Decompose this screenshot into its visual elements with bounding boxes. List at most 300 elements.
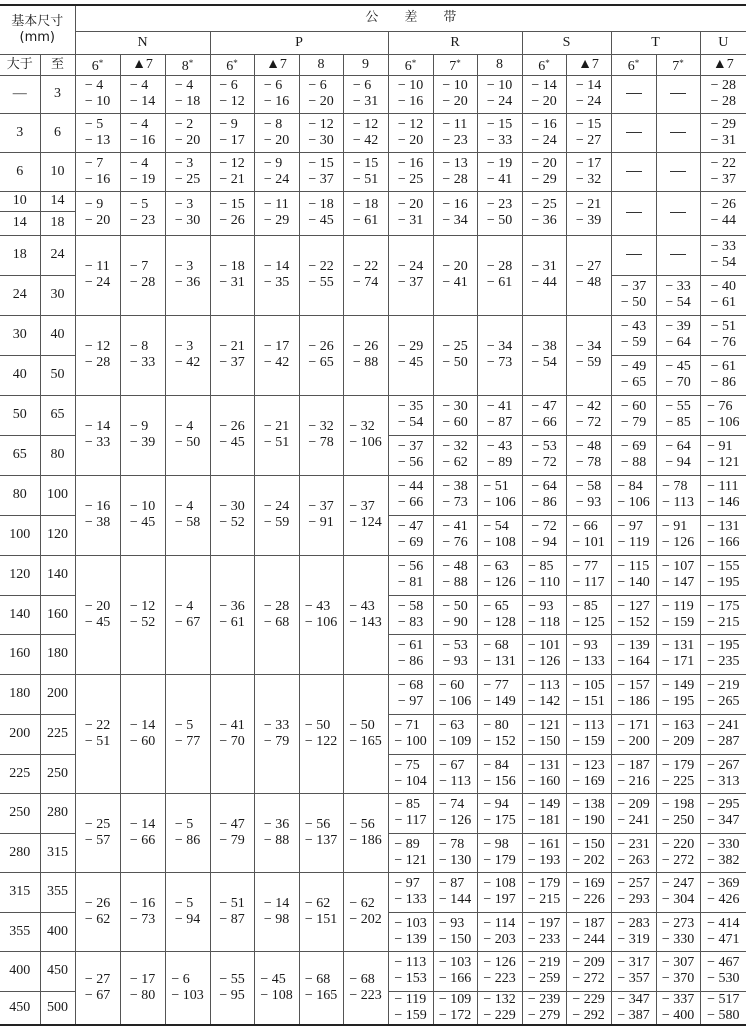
upper-deviation: − 28: [486, 259, 513, 274]
cell-N8: [165, 113, 210, 152]
lower-deviation: − 203: [483, 931, 516, 947]
upper-deviation: − 53: [442, 638, 468, 653]
upper-deviation: − 247: [661, 876, 695, 891]
size-over: 200: [0, 714, 40, 754]
cell-T7: [656, 235, 700, 275]
upper-deviation: − 127: [617, 598, 650, 614]
cell-T7: [656, 275, 700, 315]
lower-deviation: − 98: [263, 911, 290, 927]
cell-T6: [611, 152, 656, 191]
lower-deviation: − 26: [219, 213, 245, 228]
cell-U7: [700, 793, 746, 833]
upper-deviation: − 161: [527, 836, 561, 852]
cell-P8: [299, 872, 343, 951]
upper-deviation: − 175: [707, 598, 740, 614]
upper-deviation: − 12: [352, 116, 379, 132]
upper-deviation: − 34: [575, 339, 602, 354]
cell-S6: [522, 152, 566, 191]
upper-deviation: − 5: [174, 717, 194, 733]
upper-deviation: − 43: [304, 598, 331, 614]
cell-R6: [388, 475, 433, 515]
cell-R8: [477, 113, 522, 152]
group-U: U: [700, 31, 746, 54]
cell-T7: [656, 75, 700, 113]
upper-deviation: − 31: [531, 259, 557, 274]
cell-R6: [388, 191, 433, 235]
cell-P6: [210, 395, 254, 475]
size-over: 100: [0, 515, 40, 555]
lower-deviation: − 37: [710, 171, 737, 187]
upper-deviation: − 61: [710, 359, 737, 374]
lower-deviation: − 139: [394, 931, 427, 947]
upper-deviation: − 47: [531, 399, 557, 414]
lower-deviation: − 73: [442, 495, 468, 510]
upper-deviation: − 4: [84, 78, 104, 93]
upper-deviation: − 25: [531, 197, 557, 212]
cell-T6: [611, 634, 656, 674]
cell-U7: [700, 395, 746, 435]
upper-deviation: − 239: [527, 991, 561, 1007]
cell-N7: [120, 191, 165, 235]
cell-T7: [656, 634, 700, 674]
upper-deviation: − 55: [665, 399, 691, 414]
cell-R6: [388, 754, 433, 793]
cell-S7: [566, 714, 611, 754]
upper-deviation: − 6: [171, 971, 190, 987]
lower-deviation: − 60: [129, 733, 156, 749]
cell-P6: [210, 191, 254, 235]
cell-T7: [656, 754, 700, 793]
upper-deviation: − 12: [84, 339, 111, 354]
cell-P8: [299, 235, 343, 315]
upper-deviation: − 55: [219, 971, 245, 987]
lower-deviation: − 171: [661, 654, 695, 669]
size-upto: 280: [40, 793, 75, 833]
upper-deviation: − 4: [174, 499, 194, 514]
lower-deviation: − 181: [527, 813, 561, 828]
upper-deviation: − 113: [527, 678, 560, 693]
upper-deviation: − 9: [263, 155, 283, 171]
upper-deviation: − 60: [620, 399, 647, 414]
lower-deviation: − 195: [661, 694, 695, 709]
size-upto: 3: [40, 75, 75, 113]
lower-deviation: − 67: [84, 987, 111, 1003]
upper-deviation: − 28: [263, 598, 290, 614]
cell-T6: [611, 833, 656, 872]
lower-deviation: − 131: [483, 654, 516, 669]
lower-deviation: − 190: [572, 813, 605, 828]
lower-deviation: − 140: [617, 575, 650, 590]
cell-P9: [343, 674, 388, 793]
upper-deviation: − 77: [483, 678, 509, 693]
lower-deviation: − 160: [527, 773, 561, 789]
lower-deviation: − 79: [219, 832, 245, 848]
lower-deviation: − 169: [572, 773, 605, 789]
upper-deviation: − 20: [442, 259, 468, 274]
lower-deviation: − 24: [575, 94, 602, 109]
upper-deviation: − 14: [129, 717, 156, 733]
lower-deviation: − 175: [483, 813, 516, 828]
upper-deviation: − 48: [575, 439, 602, 454]
cell-R8: [477, 315, 522, 395]
lower-deviation: − 106: [617, 495, 650, 510]
size-over: 3: [0, 113, 40, 152]
upper-deviation: − 69: [620, 439, 647, 454]
upper-deviation: − 132: [483, 991, 516, 1007]
upper-deviation: − 113: [394, 955, 427, 970]
lower-deviation: − 33: [486, 132, 513, 148]
lower-deviation: − 133: [572, 654, 605, 669]
lower-deviation: − 150: [438, 931, 472, 947]
cell-S6: [522, 634, 566, 674]
lower-deviation: − 93: [442, 654, 468, 669]
cell-T6: [611, 235, 656, 275]
cell-R8: [477, 714, 522, 754]
size-over: 160: [0, 634, 40, 674]
cell-S7: [566, 152, 611, 191]
upper-deviation: − 10: [486, 78, 513, 93]
upper-deviation: − 6: [219, 78, 238, 93]
upper-deviation: − 105: [572, 678, 605, 693]
cell-R8: [477, 833, 522, 872]
cell-P7: [254, 872, 299, 951]
group-N: N: [75, 31, 210, 54]
cell-S6: [522, 991, 566, 1025]
lower-deviation: − 20: [531, 94, 557, 109]
size-upto: 24: [40, 235, 75, 275]
lower-deviation: − 24: [263, 171, 290, 187]
cell-N8: [165, 315, 210, 395]
cell-P9: [343, 315, 388, 395]
lower-deviation: − 61: [486, 275, 513, 290]
cell-N8: [165, 793, 210, 872]
lower-deviation: − 73: [486, 355, 513, 370]
cell-S6: [522, 754, 566, 793]
upper-deviation: − 8: [129, 339, 149, 354]
size-over: 18: [0, 235, 40, 275]
cell-R6: [388, 951, 433, 991]
cell-U7: [700, 634, 746, 674]
cell-S6: [522, 75, 566, 113]
cell-P6: [210, 113, 254, 152]
upper-deviation: − 4: [129, 116, 149, 132]
lower-deviation: − 101: [572, 535, 605, 550]
upper-deviation: − 62: [349, 895, 375, 911]
cell-S7: [566, 75, 611, 113]
lower-deviation: − 147: [661, 575, 695, 590]
upper-deviation: − 47: [219, 816, 245, 832]
cell-P8: [299, 315, 343, 395]
cell-R6: [388, 714, 433, 754]
upper-deviation: − 4: [129, 78, 149, 93]
lower-deviation: − 35: [263, 275, 290, 290]
size-upto: 120: [40, 515, 75, 555]
upper-deviation: − 91: [707, 439, 733, 454]
lower-deviation: − 108: [483, 535, 516, 550]
cell-R8: [477, 515, 522, 555]
not-applicable-dash: [670, 171, 686, 172]
upper-deviation: − 14: [263, 259, 290, 274]
cell-P9: [343, 475, 388, 555]
cell-R8: [477, 395, 522, 435]
size-upto: 250: [40, 754, 75, 793]
upper-deviation: − 15: [352, 155, 379, 171]
upper-deviation: − 74: [438, 797, 465, 812]
lower-deviation: − 165: [304, 987, 338, 1003]
lower-deviation: − 223: [349, 987, 382, 1003]
cell-R7: [433, 754, 477, 793]
upper-deviation: − 12: [129, 598, 156, 614]
lower-deviation: − 72: [531, 455, 557, 470]
lower-deviation: − 48: [575, 275, 602, 290]
lower-deviation: − 66: [129, 832, 156, 848]
cell-U7: [700, 152, 746, 191]
lower-deviation: − 108: [260, 987, 293, 1003]
upper-deviation: − 32: [308, 419, 334, 434]
cell-T6: [611, 872, 656, 912]
upper-deviation: − 63: [483, 559, 509, 574]
upper-deviation: − 241: [707, 718, 740, 733]
upper-deviation: − 17: [575, 155, 602, 171]
upper-deviation: − 179: [661, 757, 695, 773]
upper-deviation: − 113: [572, 718, 605, 733]
cell-U7: [700, 435, 746, 475]
size-upto: 65: [40, 395, 75, 435]
upper-deviation: − 41: [442, 519, 468, 534]
cell-P8: [299, 75, 343, 113]
upper-deviation: − 50: [304, 717, 331, 733]
lower-deviation: − 89: [486, 455, 513, 470]
upper-deviation: − 7: [84, 155, 104, 171]
lower-deviation: − 70: [219, 733, 245, 749]
lower-deviation: − 94: [665, 455, 691, 470]
lower-deviation: − 41: [442, 275, 468, 290]
lower-deviation: − 37: [219, 355, 245, 370]
cell-R7: [433, 595, 477, 634]
upper-deviation: − 157: [617, 678, 650, 693]
upper-deviation: − 85: [394, 797, 420, 812]
upper-deviation: − 22: [352, 259, 379, 274]
cell-S6: [522, 872, 566, 912]
cell-P6: [210, 315, 254, 395]
cell-T7: [656, 991, 700, 1025]
size-over: 30: [0, 315, 40, 355]
cell-U7: [700, 833, 746, 872]
over-header: 大于: [0, 54, 40, 75]
table-row: [0, 315, 746, 355]
lower-deviation: − 292: [572, 1007, 605, 1023]
upper-deviation: − 220: [661, 836, 695, 852]
cell-T6: [611, 912, 656, 951]
size-upto: 140: [40, 555, 75, 595]
cell-T7: [656, 191, 700, 235]
lower-deviation: − 50: [174, 435, 201, 450]
table-row: [0, 555, 746, 595]
upper-deviation: − 76: [707, 399, 733, 414]
upper-deviation: − 195: [707, 638, 740, 653]
tolerance-table: [0, 4, 746, 1026]
lower-deviation: − 28: [442, 171, 468, 187]
lower-deviation: − 29: [531, 171, 557, 187]
cell-R7: [433, 113, 477, 152]
cell-P9: [343, 191, 388, 235]
cell-S7: [566, 951, 611, 991]
cell-U7: [700, 75, 746, 113]
cell-N6: [75, 951, 120, 1025]
lower-deviation: − 28: [129, 275, 156, 290]
upper-deviation: − 56: [304, 816, 331, 832]
lower-deviation: − 51: [263, 435, 290, 450]
upper-deviation: − 58: [575, 479, 602, 494]
lower-deviation: − 265: [707, 694, 740, 709]
upper-deviation: − 4: [174, 419, 194, 434]
cell-R8: [477, 75, 522, 113]
lower-deviation: − 426: [707, 892, 740, 907]
lower-deviation: − 77: [174, 733, 201, 749]
group-T: T: [611, 31, 700, 54]
cell-P8: [299, 793, 343, 872]
lower-deviation: − 109: [438, 734, 472, 749]
lower-deviation: − 347: [707, 813, 740, 828]
lower-deviation: − 124: [349, 515, 382, 530]
lower-deviation: − 31: [710, 132, 737, 148]
upper-deviation: − 93: [572, 638, 598, 653]
lower-deviation: − 197: [483, 892, 516, 907]
upper-deviation: − 67: [439, 757, 465, 773]
upper-deviation: − 295: [707, 797, 740, 812]
cell-U7: [700, 912, 746, 951]
upper-deviation: − 37: [397, 439, 424, 454]
cell-T7: [656, 475, 700, 515]
upper-deviation: − 51: [483, 479, 509, 494]
cell-R6: [388, 515, 433, 555]
lower-deviation: − 87: [486, 415, 513, 430]
lower-deviation: − 87: [219, 911, 245, 927]
cell-P7: [254, 235, 299, 315]
cell-S6: [522, 951, 566, 991]
upper-deviation: − 89: [394, 836, 420, 852]
lower-deviation: − 66: [397, 495, 424, 510]
upper-deviation: − 115: [617, 559, 650, 574]
upper-deviation: − 48: [442, 559, 468, 574]
not-applicable-dash: [670, 132, 686, 133]
cell-T6: [611, 595, 656, 634]
upper-deviation: − 24: [263, 499, 290, 514]
lower-deviation: − 50: [620, 295, 647, 310]
cell-R6: [388, 395, 433, 435]
lower-deviation: − 166: [707, 535, 740, 550]
lower-deviation: − 86: [397, 654, 424, 669]
cell-P7: [254, 951, 299, 1025]
upper-deviation: − 414: [707, 915, 740, 931]
upper-deviation: − 369: [707, 876, 740, 891]
lower-deviation: − 233: [527, 931, 561, 947]
grade-T6: 6*: [611, 54, 656, 75]
lower-deviation: − 18: [174, 94, 201, 109]
upper-deviation: − 14: [575, 78, 602, 93]
cell-U7: [700, 555, 746, 595]
upper-deviation: − 38: [442, 479, 468, 494]
cell-N6: [75, 395, 120, 475]
upper-deviation: − 34: [486, 339, 513, 354]
lower-deviation: − 193: [527, 852, 561, 868]
upper-deviation: − 60: [438, 678, 465, 693]
upper-deviation: − 49: [620, 359, 647, 374]
cell-U7: [700, 714, 746, 754]
cell-U7: [700, 754, 746, 793]
lower-deviation: − 34: [442, 213, 468, 228]
upper-deviation: − 18: [219, 259, 245, 274]
cell-T7: [656, 395, 700, 435]
size-over: 140: [0, 595, 40, 634]
upper-deviation: − 26: [219, 419, 245, 434]
table-row: [0, 395, 746, 435]
lower-deviation: − 106: [438, 694, 472, 709]
lower-deviation: − 235: [707, 654, 740, 669]
cell-P7: [254, 555, 299, 674]
lower-deviation: − 121: [707, 455, 740, 470]
size-upto: 40: [40, 315, 75, 355]
cell-N6: [75, 315, 120, 395]
lower-deviation: − 78: [575, 455, 602, 470]
lower-deviation: − 137: [304, 832, 338, 848]
upper-deviation: − 26: [352, 339, 379, 354]
lower-deviation: − 36: [174, 275, 201, 290]
cell-P6: [210, 793, 254, 872]
grade-R8: 8: [477, 54, 522, 75]
size-over: 450: [0, 991, 40, 1025]
group-P: P: [210, 31, 388, 54]
upper-deviation: − 78: [438, 836, 465, 852]
upper-deviation: − 27: [84, 971, 111, 987]
upper-deviation: − 56: [349, 816, 375, 832]
upper-deviation: − 3: [174, 259, 194, 274]
lower-deviation: − 36: [531, 213, 557, 228]
cell-U7: [700, 674, 746, 714]
size-over: 24: [0, 275, 40, 315]
lower-deviation: − 146: [707, 495, 740, 510]
size-over: 50: [0, 395, 40, 435]
size-upto: 160: [40, 595, 75, 634]
lower-deviation: − 60: [442, 415, 468, 430]
cell-R6: [388, 555, 433, 595]
lower-deviation: − 165: [349, 733, 382, 749]
lower-deviation: − 186: [349, 832, 382, 848]
upper-deviation: − 26: [710, 197, 737, 212]
cell-S6: [522, 793, 566, 833]
lower-deviation: − 90: [442, 614, 468, 630]
upper-deviation: − 97: [617, 519, 643, 534]
grade-T7: 7*: [656, 54, 700, 75]
upper-deviation: − 21: [263, 419, 290, 434]
upper-deviation: − 139: [617, 638, 650, 653]
cell-T6: [611, 754, 656, 793]
cell-P8: [299, 152, 343, 191]
lower-deviation: − 150: [527, 734, 561, 749]
grade-P9: 9: [343, 54, 388, 75]
upper-deviation: − 30: [219, 499, 245, 514]
cell-P7: [254, 793, 299, 872]
upper-deviation: − 16: [442, 197, 468, 212]
cell-R7: [433, 191, 477, 235]
upper-deviation: − 4: [129, 155, 149, 171]
upper-deviation: − 14: [84, 419, 111, 434]
lower-deviation: − 28: [84, 355, 111, 370]
lower-deviation: − 400: [661, 1007, 695, 1023]
upper-deviation: − 22: [308, 259, 334, 274]
upper-deviation: − 13: [442, 155, 468, 171]
grade-N7: ▲7: [120, 54, 165, 75]
